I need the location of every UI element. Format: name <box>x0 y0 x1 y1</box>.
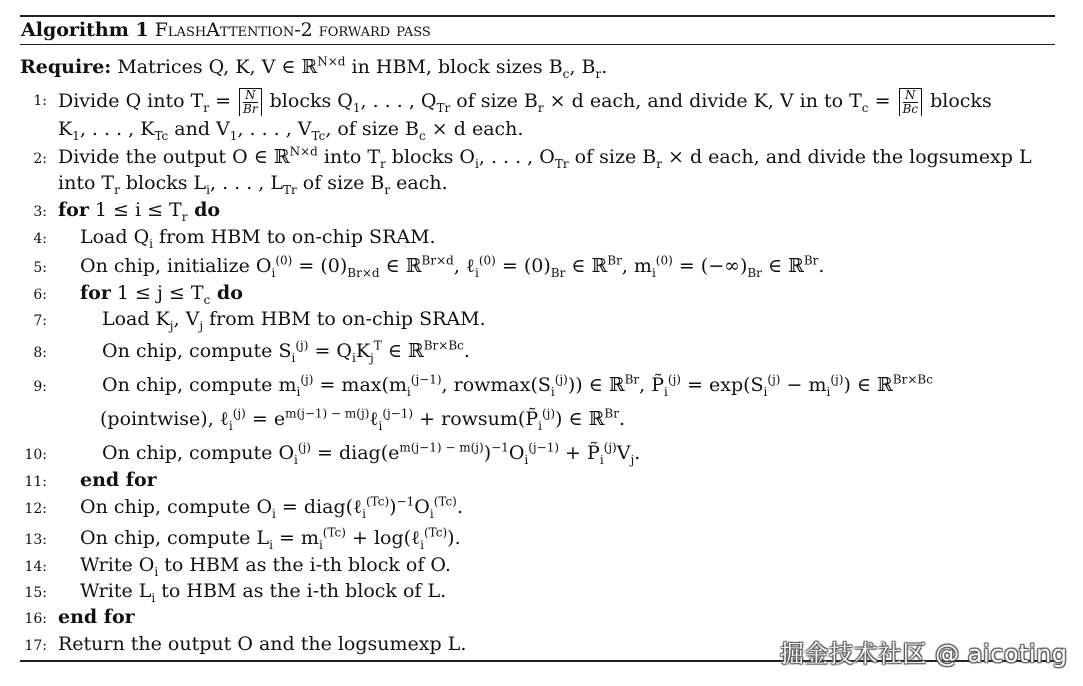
seg: On chip, compute O <box>80 496 273 518</box>
sup: (Tc) <box>365 494 390 509</box>
seg: ) <box>483 442 492 464</box>
seg: , . . . , Q <box>360 90 437 112</box>
seg: K <box>58 118 73 140</box>
sub: Br <box>747 265 762 280</box>
sup: (j) <box>767 372 781 387</box>
seg: Write O <box>80 554 155 576</box>
sub: Br <box>550 265 566 280</box>
sup: −1 <box>396 494 415 509</box>
sub: Tr <box>554 156 569 171</box>
seg: ∈ ℝ <box>381 340 424 362</box>
require-sep: , B <box>569 56 596 78</box>
keyword-end-for: end for <box>58 606 135 628</box>
seg: = max(m <box>313 374 407 396</box>
sub: r <box>380 156 386 171</box>
sub: i <box>406 384 411 399</box>
seg: = (0) <box>292 255 348 277</box>
sub: c <box>861 100 869 115</box>
sub: i <box>599 452 604 467</box>
seg: ) <box>389 496 397 518</box>
seg: . <box>634 442 641 464</box>
sub: i <box>826 384 831 399</box>
line-text <box>80 282 243 307</box>
frac-numerator: N <box>903 89 919 103</box>
seg: = exp(S <box>680 374 764 396</box>
keyword-do: do <box>210 282 243 304</box>
seg: O <box>414 496 430 518</box>
title-rule <box>20 44 1055 45</box>
seg: ∈ ℝ <box>565 255 608 277</box>
seg: On chip, compute O <box>102 442 295 464</box>
sup: T <box>373 338 382 353</box>
fraction-n-over-bc <box>899 88 923 116</box>
sub: i <box>296 384 301 399</box>
seg: , V <box>173 308 200 330</box>
sup: Br <box>607 253 622 268</box>
seg: = diag(e <box>310 442 400 464</box>
line-text <box>58 172 448 197</box>
sub: Tr <box>283 182 297 197</box>
seg: blocks <box>924 90 992 112</box>
keyword-for: for <box>80 282 111 304</box>
sub: i <box>294 452 298 467</box>
sub: i <box>228 418 233 433</box>
line-text <box>102 338 470 365</box>
sup: Br×Bc <box>892 372 933 387</box>
line-text <box>58 144 1032 171</box>
sup: (Tc) <box>322 525 346 540</box>
sub: r <box>181 209 188 224</box>
sup: (Tc) <box>424 525 448 540</box>
line-text <box>80 253 825 280</box>
sub: j <box>630 452 635 467</box>
sub: i <box>429 506 434 521</box>
line-text <box>100 406 626 433</box>
sub: i <box>524 452 529 467</box>
seg: ) ∈ ℝ <box>843 374 893 396</box>
line-text <box>102 308 486 333</box>
sup: (j) <box>300 372 314 387</box>
line-text <box>58 88 992 116</box>
line-number: 8: <box>33 345 47 361</box>
frac-denominator: Br <box>243 102 258 116</box>
sup: N×d <box>289 144 318 159</box>
seg: Load Q <box>80 226 150 248</box>
seg: , ℓ <box>453 255 475 277</box>
seg: = (0) <box>495 255 551 277</box>
keyword-end-for: end for <box>80 469 157 491</box>
seg: (pointwise), ℓ <box>100 408 229 430</box>
sup: (0) <box>275 253 293 268</box>
seg: Write L <box>80 580 152 602</box>
line-text <box>102 372 933 399</box>
seg: + log(ℓ <box>345 527 421 549</box>
seg: each. <box>390 172 448 194</box>
sub: i <box>538 418 542 433</box>
sup: Br×d <box>421 253 454 268</box>
seg: = (−∞) <box>672 255 748 277</box>
sub: 1 <box>352 100 361 115</box>
seg: ) ∈ ℝ <box>555 408 605 430</box>
seg: = <box>209 90 238 112</box>
sub: i <box>664 384 668 399</box>
sub: i <box>352 350 356 365</box>
sup: Br×Bc <box>423 338 464 353</box>
seg: and V <box>168 118 230 140</box>
seg: of size B <box>450 90 538 112</box>
seg: . <box>618 408 626 430</box>
sup: (j) <box>603 440 617 455</box>
fraction-n-over-br <box>239 88 262 116</box>
sub: c <box>203 292 211 307</box>
line-number: 4: <box>33 231 47 247</box>
seg: from HBM to on-chip SRAM. <box>153 226 436 248</box>
seg: V <box>616 442 631 464</box>
line-text: Return the output O and the logsumexp L. <box>58 633 467 655</box>
sup: (j) <box>554 372 568 387</box>
line-number: 7: <box>33 313 47 329</box>
sup: m(j−1) − m(j) <box>399 440 484 455</box>
require-sup: N×d <box>317 54 346 69</box>
sub: 1 <box>72 128 80 143</box>
seg: × d each. <box>425 118 524 140</box>
line-number: 3: <box>33 204 47 220</box>
sup: (0) <box>655 253 673 268</box>
sub: Tr <box>436 100 451 115</box>
sup: (j) <box>295 338 309 353</box>
seg: = e <box>245 408 286 430</box>
line-number: 13: <box>24 532 47 548</box>
sup: (j−1) <box>528 440 560 455</box>
line-text <box>102 440 641 467</box>
sub: j <box>370 350 374 365</box>
line-text <box>80 580 447 605</box>
seg: into T <box>58 172 115 194</box>
line-number: 6: <box>33 287 47 303</box>
sub: c <box>419 128 426 143</box>
seg: blocks O <box>385 146 476 168</box>
seg: of size B <box>296 172 385 194</box>
line-number: 9: <box>33 379 47 395</box>
algorithm-label: Algorithm 1 <box>21 19 149 41</box>
sub: i <box>206 182 210 197</box>
sub: 1 <box>229 128 238 143</box>
line-number: 2: <box>33 151 47 167</box>
seg: + rowsum(P̃ <box>413 408 539 430</box>
sub: r <box>537 100 544 115</box>
sub: i <box>272 506 276 521</box>
seg: blocks L <box>119 172 207 194</box>
seg: On chip, compute m <box>102 374 297 396</box>
seg: from HBM to on-chip SRAM. <box>203 308 486 330</box>
sub: i <box>318 537 323 552</box>
sup: (j) <box>541 406 556 421</box>
sub: i <box>291 350 296 365</box>
sup: (0) <box>478 253 496 268</box>
seg: . <box>818 255 825 277</box>
seg: + P̃ <box>559 442 600 464</box>
seg: On chip, compute S <box>102 340 292 362</box>
sub: r <box>114 182 120 197</box>
seg: into T <box>317 146 381 168</box>
seg: = m <box>272 527 319 549</box>
sub: i <box>475 156 479 171</box>
sup: (j) <box>830 372 844 387</box>
sub: i <box>550 384 555 399</box>
sub: i <box>362 506 366 521</box>
sub: Tc <box>311 128 326 143</box>
line-number: 16: <box>24 611 47 627</box>
keyword-do: do <box>187 199 221 221</box>
require-rest: in HBM, block sizes B <box>345 56 563 78</box>
seg: Divide the output O ∈ ℝ <box>58 146 290 168</box>
seg: ℓ <box>369 408 379 430</box>
line-number: 1: <box>33 93 47 109</box>
sup: (Tc) <box>433 494 457 509</box>
seg: , of size B <box>325 118 420 140</box>
seg: = Q <box>308 340 352 362</box>
sup: (j) <box>667 372 681 387</box>
seg: On chip, initialize O <box>80 255 272 277</box>
sup: (j−1) <box>382 406 414 421</box>
seg: ∈ ℝ <box>379 255 422 277</box>
seg: × d each, and divide the logsumexp L <box>661 146 1032 168</box>
seg: , P̃ <box>639 374 665 396</box>
require-end: . <box>601 56 608 78</box>
sub: i <box>271 265 276 280</box>
seg: . <box>456 496 463 518</box>
seg: ∈ ℝ <box>761 255 804 277</box>
seg: ). <box>447 527 461 549</box>
require-br-sub: r <box>595 66 602 81</box>
sup: Br <box>803 253 819 268</box>
require-keyword: Require: <box>20 56 112 78</box>
algorithm-title <box>21 19 431 41</box>
seg: − m <box>780 374 827 396</box>
require-text: Matrices Q, K, V ∈ ℝ <box>111 56 318 78</box>
line-number: 14: <box>24 559 47 575</box>
sub: i <box>154 564 159 579</box>
seg: O <box>508 442 525 464</box>
seg: to HBM as the i-th block of O. <box>158 554 451 576</box>
line-text <box>58 118 524 143</box>
seg: . <box>463 340 470 362</box>
seg: 1 ≤ j ≤ T <box>110 282 204 304</box>
sup: (j) <box>297 440 311 455</box>
sub: i <box>651 265 656 280</box>
seg: × d each, and divide K, V in to T <box>543 90 862 112</box>
seg: , . . . , O <box>478 146 555 168</box>
seg: 1 ≤ i ≤ T <box>88 199 182 221</box>
seg: blocks Q <box>263 90 353 112</box>
sup: −1 <box>491 440 509 455</box>
require-line <box>20 54 608 81</box>
seg: , rowmax(S <box>441 374 551 396</box>
line-number: 11: <box>24 474 47 490</box>
line-number: 10: <box>24 447 47 463</box>
sub: r <box>203 100 210 115</box>
sub: Tc <box>154 128 169 143</box>
sub: i <box>149 236 154 251</box>
seg: Load K <box>102 308 170 330</box>
sup: (j) <box>232 406 246 421</box>
sub: r <box>656 156 662 171</box>
seg: , . . . , L <box>209 172 283 194</box>
sub: i <box>420 537 424 552</box>
line-number: 5: <box>33 260 47 276</box>
top-rule <box>20 15 1055 17</box>
sup: Br <box>604 406 619 421</box>
line-number: 15: <box>24 585 47 601</box>
seg: Divide Q into T <box>58 90 204 112</box>
require-bc-sub: c <box>562 66 570 81</box>
seg: , m <box>621 255 652 277</box>
seg: )) ∈ ℝ <box>567 374 625 396</box>
sup: (j−1) <box>410 372 442 387</box>
sub: j <box>169 318 174 333</box>
sup: m(j−1) − m(j) <box>285 406 370 421</box>
line-text <box>58 199 221 224</box>
watermark: 掘金技术社区 @ aicoting <box>780 640 1068 668</box>
seg: = <box>868 90 897 112</box>
keyword-for: for <box>58 199 89 221</box>
seg: On chip, compute L <box>80 527 270 549</box>
line-text <box>80 494 463 521</box>
sub: i <box>151 590 156 605</box>
sub: i <box>475 265 479 280</box>
seg: K <box>355 340 371 362</box>
sub: j <box>199 318 204 333</box>
sub: r <box>384 182 391 197</box>
seg: of size B <box>568 146 657 168</box>
seg: = diag(ℓ <box>275 496 363 518</box>
seg: , . . . , K <box>79 118 155 140</box>
algorithm-name: FlashAttention-2 forward pass <box>154 19 431 41</box>
sup: Br <box>624 372 640 387</box>
sub: i <box>269 537 273 552</box>
line-number: 12: <box>24 501 47 517</box>
seg: , . . . , V <box>237 118 312 140</box>
line-text <box>80 226 436 251</box>
line-text <box>80 554 451 579</box>
line-text <box>80 525 461 552</box>
frac-denominator: Bc <box>902 102 919 116</box>
line-number: 17: <box>24 638 47 654</box>
sub: i <box>763 384 768 399</box>
sub: i <box>378 418 383 433</box>
frac-numerator: N <box>243 89 258 103</box>
sub: Br×d <box>347 265 380 280</box>
seg: to HBM as the i-th block of L. <box>155 580 447 602</box>
